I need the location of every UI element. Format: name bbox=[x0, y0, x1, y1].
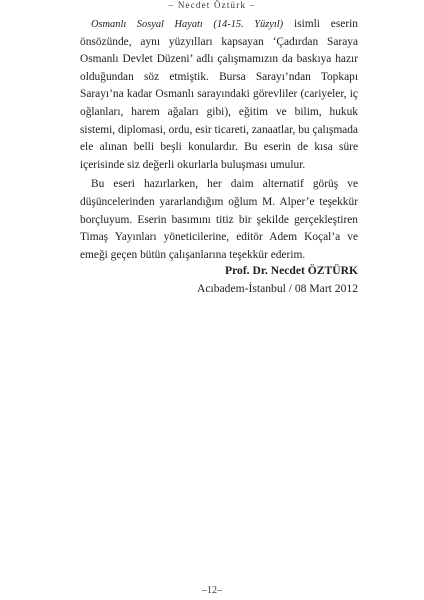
page-number: –12– bbox=[202, 585, 222, 596]
place-and-date: Acıbadem-İstanbul / 08 Mart 2012 bbox=[197, 282, 358, 295]
book-title-italic: Osmanlı Sosyal Hayatı (14-15. Yüzyıl) bbox=[91, 19, 284, 30]
author-signature: Prof. Dr. Necdet ÖZTÜRK bbox=[225, 264, 358, 277]
paragraph-2: Bu eseri hazırlarken, her daim alternatif görüş ve düşüncelerinden yararlandığım oğlum M. Alper’e teşekkür borçluyum. Eserin basımını titiz bir şekilde gerçekleştiren Timaş Yayınları yöneticilerine, editör Adem Koçal’a ve emeği geçen bütün çalışanlarına teşekkür ederim. bbox=[80, 178, 358, 261]
paragraph-1-text: isimli eserin önsözünde, aynı yüzyılları kapsayan ‘Çadırdan Saraya Osmanlı Devlet Düzeni’ adlı çalışmamızın da baskıya hazır olduğundan söz etmiştik. Bursa Sarayı’ndan Topkapı Sarayı’na kadar Osmanlı sarayındaki görevliler (cariyeler, iç oğlanları, harem ağaları gibi), eğitim ve bilim, hukuk sistemi, diplomasi, ordu, esir ticareti, zanaatlar, bu çalışmada ele alınan belli beşli konulardır. Bu eserin de kısa süre içerisinde siz değerli okurlarla buluşması umulur. bbox=[80, 18, 358, 171]
body-text bbox=[80, 16, 358, 264]
running-header: – Necdet Öztürk – bbox=[168, 0, 256, 10]
paragraph-1 bbox=[80, 16, 358, 174]
